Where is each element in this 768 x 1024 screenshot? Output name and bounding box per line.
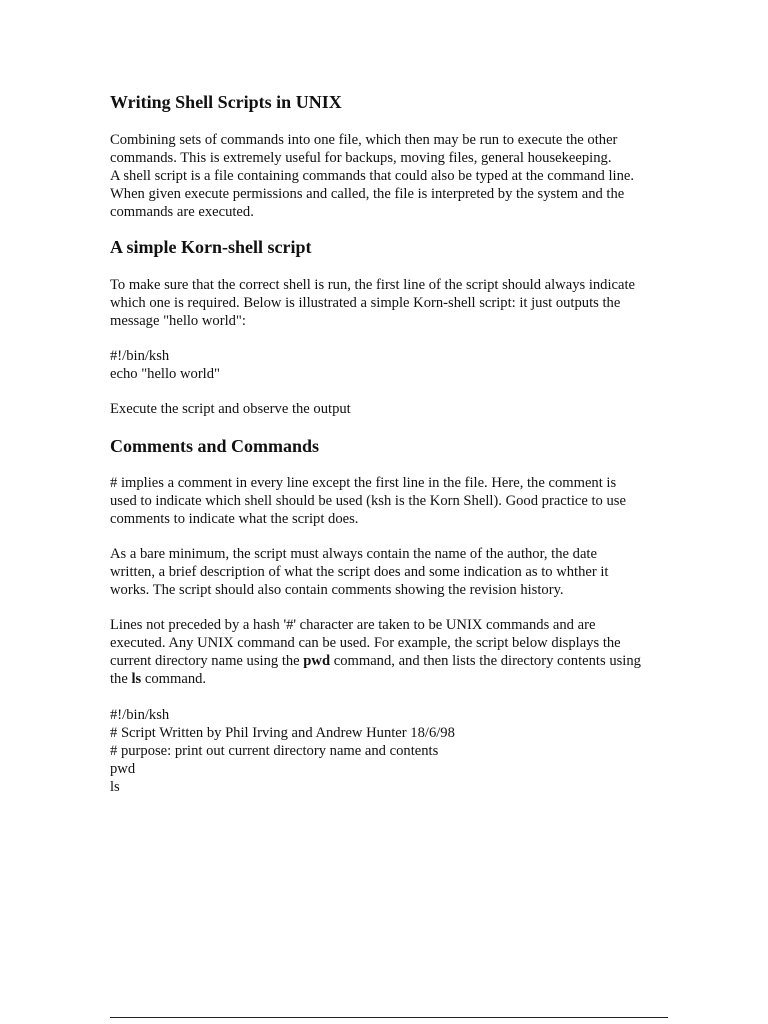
paragraph-line: executed. Any UNIX command can be used. For example, the script below displays the xyxy=(110,635,621,651)
code-line: echo "hello world" xyxy=(110,366,220,382)
pwd-ls-code xyxy=(110,706,690,796)
section-heading-korn-script: A simple Korn-shell script xyxy=(110,237,312,257)
footer-divider xyxy=(110,1017,668,1018)
text-run: command, and then lists the directory contents using xyxy=(330,653,641,669)
paragraph-line: message "hello world": xyxy=(110,313,246,329)
section-heading-comments: Comments and Commands xyxy=(110,436,320,456)
paragraph-line: As a bare minimum, the script must always contain the name of the author, the date xyxy=(110,546,597,562)
code-line: # Script Written by Phil Irving and Andrew Hunter 18/6/98 xyxy=(110,725,455,741)
intro-line: When given execute permissions and called, the file is interpreted by the system and the xyxy=(110,186,625,202)
pwd-command: pwd xyxy=(303,653,331,669)
paragraph-line xyxy=(110,652,690,670)
paragraph-line: To make sure that the correct shell is run, the first line of the script should always indicate xyxy=(110,277,636,293)
code-line: pwd xyxy=(110,761,136,777)
code-line: #!/bin/ksh xyxy=(110,348,170,364)
paragraph-line: written, a brief description of what the script does and some indication as to whther it xyxy=(110,564,609,580)
page-title: Writing Shell Scripts in UNIX xyxy=(110,92,342,112)
code-line: #!/bin/ksh xyxy=(110,707,170,723)
commands-paragraph xyxy=(110,616,690,688)
minimum-content-paragraph xyxy=(110,545,690,599)
paragraph-line: # implies a comment in every line except the first line in the file. Here, the comment is xyxy=(110,475,617,491)
hello-world-code xyxy=(110,347,690,383)
paragraph-line xyxy=(110,670,690,688)
text-run: current directory name using the xyxy=(110,653,304,669)
ls-command: ls xyxy=(131,671,142,687)
intro-line: commands. This is extremely useful for backups, moving files, general housekeeping. xyxy=(110,150,612,166)
code-line: # purpose: print out current directory name and contents xyxy=(110,743,439,759)
intro-line: commands are executed. xyxy=(110,204,254,220)
paragraph-line: used to indicate which shell should be used (ksh is the Korn Shell). Good practice to use xyxy=(110,493,626,509)
intro-paragraph xyxy=(110,131,690,221)
paragraph-line: Lines not preceded by a hash '#' character are taken to be UNIX commands and are xyxy=(110,617,596,633)
execute-instruction xyxy=(110,400,690,418)
intro-line: A shell script is a file containing commands that could also be typed at the command line. xyxy=(110,168,635,184)
comments-paragraph xyxy=(110,474,690,528)
text-run: the xyxy=(110,671,132,687)
intro-line: Combining sets of commands into one file, which then may be run to execute the other xyxy=(110,132,618,148)
instruction-line: Execute the script and observe the output xyxy=(110,401,351,417)
korn-script-paragraph xyxy=(110,276,690,330)
paragraph-line: comments to indicate what the script does. xyxy=(110,511,359,527)
paragraph-line: works. The script should also contain comments showing the revision history. xyxy=(110,582,564,598)
code-line: ls xyxy=(110,779,120,795)
text-run: command. xyxy=(141,671,207,687)
paragraph-line: which one is required. Below is illustrated a simple Korn-shell script: it just outputs the xyxy=(110,295,621,311)
